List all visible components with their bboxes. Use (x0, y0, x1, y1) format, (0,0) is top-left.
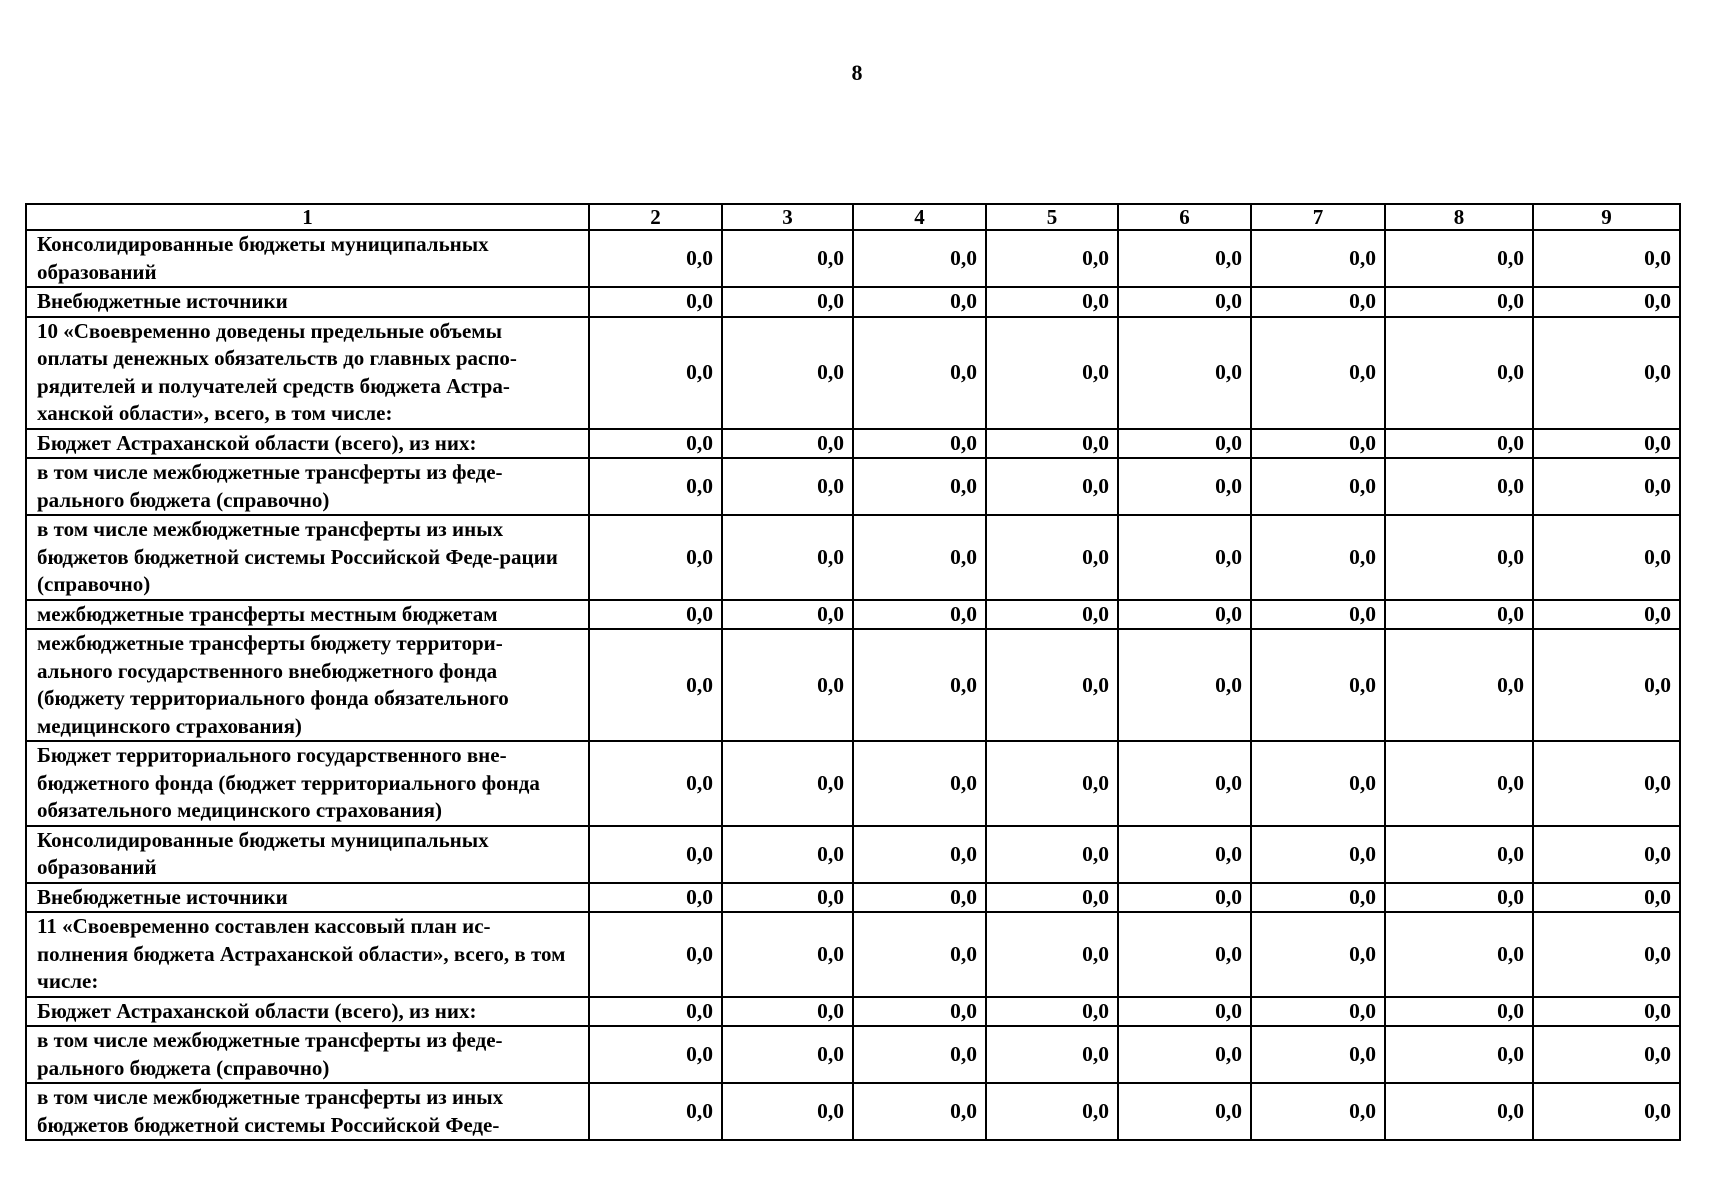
cell-value: 0,0 (853, 429, 986, 459)
table-row (26, 629, 1680, 741)
cell-value: 0,0 (722, 997, 853, 1027)
cell-value: 0,0 (986, 912, 1118, 997)
cell-value: 0,0 (1385, 912, 1533, 997)
cell-value: 0,0 (986, 1083, 1118, 1140)
cell-value: 0,0 (1118, 826, 1251, 883)
cell-value: 0,0 (853, 997, 986, 1027)
cell-value: 0,0 (1118, 287, 1251, 317)
cell-value: 0,0 (1533, 883, 1680, 913)
cell-value: 0,0 (986, 515, 1118, 600)
cell-value: 0,0 (1385, 429, 1533, 459)
cell-value: 0,0 (853, 317, 986, 429)
cell-value: 0,0 (986, 629, 1118, 741)
cell-value: 0,0 (722, 741, 853, 826)
cell-value: 0,0 (1533, 317, 1680, 429)
cell-value: 0,0 (1533, 600, 1680, 630)
cell-value: 0,0 (1251, 629, 1385, 741)
cell-value: 0,0 (853, 912, 986, 997)
cell-value: 0,0 (1533, 1083, 1680, 1140)
cell-value: 0,0 (1118, 912, 1251, 997)
cell-value: 0,0 (589, 287, 722, 317)
table-row (26, 826, 1680, 883)
table-row (26, 429, 1680, 459)
cell-value: 0,0 (1385, 741, 1533, 826)
cell-value: 0,0 (589, 600, 722, 630)
row-label: Консолидированные бюджеты муниципальных образований (26, 826, 589, 883)
cell-value: 0,0 (1251, 515, 1385, 600)
column-header: 2 (589, 204, 722, 230)
cell-value: 0,0 (986, 429, 1118, 459)
row-label: в том числе межбюджетные трансферты из иных бюджетов бюджетной системы Российской Феде-рации (справочно) (26, 515, 589, 600)
table-row (26, 997, 1680, 1027)
cell-value: 0,0 (986, 883, 1118, 913)
cell-value: 0,0 (1251, 1026, 1385, 1083)
column-header: 7 (1251, 204, 1385, 230)
column-header: 9 (1533, 204, 1680, 230)
cell-value: 0,0 (1385, 317, 1533, 429)
cell-value: 0,0 (1251, 600, 1385, 630)
cell-value: 0,0 (589, 912, 722, 997)
row-label: 10 «Своевременно доведены предельные объемы оплаты денежных обязательств до главных распо-рядителей и получателей средств бюджета Астра-ханской области», всего, в том числе: (26, 317, 589, 429)
cell-value: 0,0 (1533, 912, 1680, 997)
cell-value: 0,0 (722, 230, 853, 287)
cell-value: 0,0 (986, 997, 1118, 1027)
cell-value: 0,0 (1251, 317, 1385, 429)
cell-value: 0,0 (1118, 629, 1251, 741)
table-row (26, 741, 1680, 826)
cell-value: 0,0 (1118, 600, 1251, 630)
cell-value: 0,0 (722, 287, 853, 317)
cell-value: 0,0 (589, 429, 722, 459)
row-label: в том числе межбюджетные трансферты из иных бюджетов бюджетной системы Российской Феде- (26, 1083, 589, 1140)
cell-value: 0,0 (853, 1026, 986, 1083)
row-label: в том числе межбюджетные трансферты из феде-рального бюджета (справочно) (26, 458, 589, 515)
table-row (26, 912, 1680, 997)
cell-value: 0,0 (1533, 629, 1680, 741)
cell-value: 0,0 (722, 1083, 853, 1140)
column-header: 4 (853, 204, 986, 230)
cell-value: 0,0 (1533, 1026, 1680, 1083)
cell-value: 0,0 (1251, 997, 1385, 1027)
cell-value: 0,0 (1385, 997, 1533, 1027)
cell-value: 0,0 (589, 997, 722, 1027)
cell-value: 0,0 (986, 287, 1118, 317)
column-header: 6 (1118, 204, 1251, 230)
cell-value: 0,0 (1251, 230, 1385, 287)
table-row (26, 1083, 1680, 1140)
cell-value: 0,0 (1385, 515, 1533, 600)
header-row (26, 204, 1680, 230)
cell-value: 0,0 (1118, 1026, 1251, 1083)
cell-value: 0,0 (853, 230, 986, 287)
cell-value: 0,0 (986, 826, 1118, 883)
cell-value: 0,0 (986, 458, 1118, 515)
cell-value: 0,0 (722, 317, 853, 429)
column-header: 3 (722, 204, 853, 230)
cell-value: 0,0 (1251, 429, 1385, 459)
table-row (26, 1026, 1680, 1083)
cell-value: 0,0 (853, 826, 986, 883)
cell-value: 0,0 (1385, 1026, 1533, 1083)
cell-value: 0,0 (1251, 912, 1385, 997)
budget-table (25, 203, 1681, 1141)
cell-value: 0,0 (1385, 1083, 1533, 1140)
table-row (26, 600, 1680, 630)
row-label: Бюджет Астраханской области (всего), из них: (26, 429, 589, 459)
cell-value: 0,0 (1251, 826, 1385, 883)
cell-value: 0,0 (1251, 287, 1385, 317)
cell-value: 0,0 (1385, 600, 1533, 630)
cell-value: 0,0 (986, 741, 1118, 826)
row-label: в том числе межбюджетные трансферты из феде-рального бюджета (справочно) (26, 1026, 589, 1083)
cell-value: 0,0 (1118, 741, 1251, 826)
row-label: Внебюджетные источники (26, 287, 589, 317)
cell-value: 0,0 (589, 826, 722, 883)
row-label: Бюджет Астраханской области (всего), из них: (26, 997, 589, 1027)
cell-value: 0,0 (986, 230, 1118, 287)
cell-value: 0,0 (1251, 1083, 1385, 1140)
cell-value: 0,0 (1533, 458, 1680, 515)
cell-value: 0,0 (722, 1026, 853, 1083)
cell-value: 0,0 (986, 600, 1118, 630)
cell-value: 0,0 (589, 1083, 722, 1140)
cell-value: 0,0 (722, 912, 853, 997)
table-row (26, 883, 1680, 913)
table-row (26, 458, 1680, 515)
cell-value: 0,0 (1251, 741, 1385, 826)
cell-value: 0,0 (1533, 230, 1680, 287)
row-label: межбюджетные трансферты местным бюджетам (26, 600, 589, 630)
cell-value: 0,0 (1118, 458, 1251, 515)
cell-value: 0,0 (1251, 883, 1385, 913)
cell-value: 0,0 (853, 629, 986, 741)
cell-value: 0,0 (853, 515, 986, 600)
cell-value: 0,0 (986, 1026, 1118, 1083)
row-label: межбюджетные трансферты бюджету территори-ального государственного внебюджетного фонда (бюджету территориального фонда обязательного медицинского страхования) (26, 629, 589, 741)
cell-value: 0,0 (722, 458, 853, 515)
cell-value: 0,0 (589, 1026, 722, 1083)
cell-value: 0,0 (1385, 458, 1533, 515)
cell-value: 0,0 (1118, 515, 1251, 600)
cell-value: 0,0 (1385, 629, 1533, 741)
row-label: 11 «Своевременно составлен кассовый план ис-полнения бюджета Астраханской области», всего, в том числе: (26, 912, 589, 997)
cell-value: 0,0 (1385, 287, 1533, 317)
cell-value: 0,0 (589, 629, 722, 741)
cell-value: 0,0 (1251, 458, 1385, 515)
cell-value: 0,0 (722, 600, 853, 630)
cell-value: 0,0 (1118, 429, 1251, 459)
cell-value: 0,0 (1533, 429, 1680, 459)
cell-value: 0,0 (1385, 826, 1533, 883)
cell-value: 0,0 (1118, 883, 1251, 913)
cell-value: 0,0 (1385, 230, 1533, 287)
cell-value: 0,0 (1533, 997, 1680, 1027)
cell-value: 0,0 (1118, 230, 1251, 287)
cell-value: 0,0 (1533, 826, 1680, 883)
cell-value: 0,0 (1118, 997, 1251, 1027)
cell-value: 0,0 (853, 883, 986, 913)
row-label: Бюджет территориального государственного вне-бюджетного фонда (бюджет территориального фонда обязательного медицинского страхования) (26, 741, 589, 826)
cell-value: 0,0 (589, 317, 722, 429)
cell-value: 0,0 (853, 287, 986, 317)
cell-value: 0,0 (1385, 883, 1533, 913)
table-row (26, 230, 1680, 287)
column-header: 5 (986, 204, 1118, 230)
cell-value: 0,0 (589, 515, 722, 600)
cell-value: 0,0 (1533, 287, 1680, 317)
cell-value: 0,0 (853, 741, 986, 826)
table-row (26, 317, 1680, 429)
table-body (26, 230, 1680, 1140)
cell-value: 0,0 (589, 741, 722, 826)
row-label: Внебюджетные источники (26, 883, 589, 913)
row-label: Консолидированные бюджеты муниципальных образований (26, 230, 589, 287)
cell-value: 0,0 (986, 317, 1118, 429)
table-row (26, 515, 1680, 600)
cell-value: 0,0 (722, 429, 853, 459)
cell-value: 0,0 (589, 883, 722, 913)
page-number: 8 (851, 60, 863, 85)
cell-value: 0,0 (853, 458, 986, 515)
cell-value: 0,0 (722, 826, 853, 883)
column-header: 1 (26, 204, 589, 230)
cell-value: 0,0 (722, 629, 853, 741)
cell-value: 0,0 (589, 230, 722, 287)
cell-value: 0,0 (589, 458, 722, 515)
cell-value: 0,0 (1533, 741, 1680, 826)
cell-value: 0,0 (1118, 1083, 1251, 1140)
cell-value: 0,0 (853, 1083, 986, 1140)
table-row (26, 287, 1680, 317)
cell-value: 0,0 (1118, 317, 1251, 429)
cell-value: 0,0 (853, 600, 986, 630)
cell-value: 0,0 (722, 515, 853, 600)
column-header: 8 (1385, 204, 1533, 230)
cell-value: 0,0 (722, 883, 853, 913)
cell-value: 0,0 (1533, 515, 1680, 600)
